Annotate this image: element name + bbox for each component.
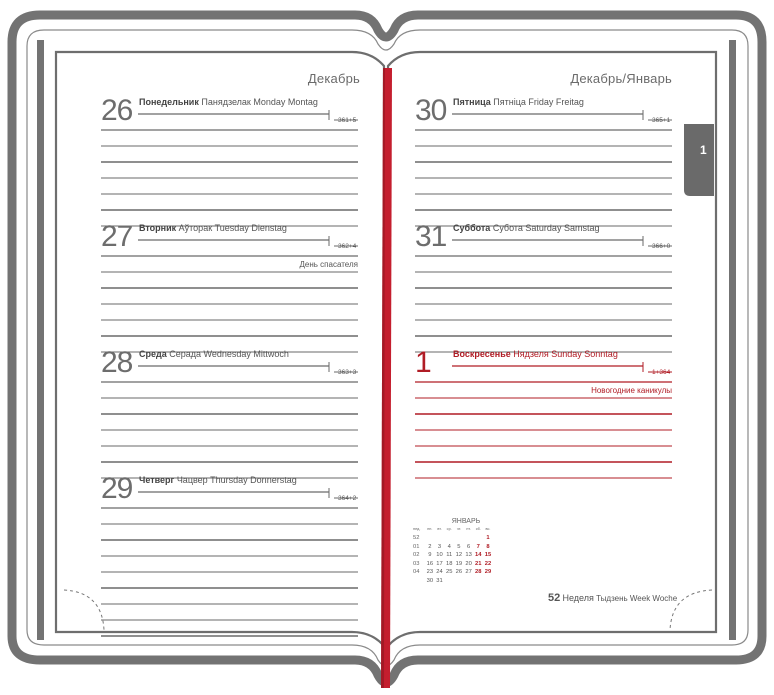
day-number: 1	[415, 346, 431, 379]
mini-calendar-day: 17	[436, 560, 443, 567]
mini-calendar-day: 31	[436, 577, 443, 584]
mini-calendar-day	[444, 577, 454, 586]
day-number: 31	[415, 220, 447, 253]
mini-calendar-day: 19	[455, 560, 463, 567]
mini-calendar-day: 25	[445, 569, 453, 575]
right-page-month-header: Декабрь/Январь	[570, 71, 672, 86]
day-name: Пятница Пятніца Friday Freitag	[453, 97, 584, 107]
mini-calendar-row	[413, 560, 493, 569]
mini-calendar-row	[413, 543, 493, 552]
mini-calendar	[413, 518, 493, 585]
day-number: 29	[101, 472, 133, 505]
mini-calendar-day	[435, 534, 445, 543]
day-of-year-count: 364+2	[338, 495, 357, 502]
mini-calendar-day: 1	[486, 535, 490, 541]
mini-calendar-day	[464, 534, 474, 543]
mini-calendar-day: 28	[475, 569, 482, 575]
mini-calendar-day	[444, 534, 454, 543]
day-number: 27	[101, 220, 133, 253]
day-number: 30	[415, 94, 447, 127]
mini-calendar-day: 4	[447, 543, 451, 550]
mini-calendar-row	[413, 577, 493, 586]
mini-calendar-row	[413, 534, 493, 543]
mini-calendar-title: ЯНВАРЬ	[451, 518, 481, 525]
mini-calendar-day: 18	[445, 560, 453, 567]
mini-calendar-week-number	[413, 577, 425, 586]
left-page-month-header: Декабрь	[307, 71, 360, 86]
mini-calendar-day: 29	[484, 569, 492, 575]
mini-calendar-day: 10	[436, 552, 443, 558]
mini-calendar-day	[473, 534, 483, 543]
day-name: Среда Серада Wednesday Mittwoch	[139, 349, 289, 359]
mini-calendar-day: 16	[426, 560, 434, 567]
mini-calendar-day: 26	[455, 569, 463, 575]
mini-calendar-day: 2	[428, 543, 432, 550]
day-name: Воскресенье Нядзеля Sunday Sonntag	[453, 349, 618, 359]
mini-calendar-day: 14	[475, 552, 482, 558]
mini-calendar-header: нед. пн. вт. ср. чт. пт. сб. вс.	[413, 527, 491, 531]
mini-calendar-day: 9	[428, 552, 432, 558]
month-tab-label[interactable]: 1	[700, 143, 707, 157]
month-tab	[684, 124, 714, 196]
mini-calendar-day: 8	[486, 543, 490, 550]
mini-calendar-week-number: 02	[413, 552, 420, 558]
day-number: 26	[101, 94, 133, 127]
day-of-year-count: 363+3	[338, 369, 357, 376]
mini-calendar-day: 23	[426, 569, 434, 575]
mini-calendar-row	[413, 551, 493, 560]
mini-calendar-day: 30	[426, 577, 434, 584]
mini-calendar-row	[413, 568, 493, 577]
mini-calendar-day: 15	[484, 552, 492, 558]
holiday-note: День спасателя	[299, 260, 358, 269]
mini-calendar-week-number: 03	[413, 560, 420, 567]
day-of-year-count: 365+1	[652, 117, 671, 124]
mini-calendar-week-number: 52	[413, 535, 420, 541]
mini-calendar-day: 5	[457, 543, 461, 550]
week-translations: Тыдзень Week Woche	[596, 594, 678, 603]
week-word: Неделя	[562, 593, 594, 603]
mini-calendar-day: 11	[446, 552, 453, 558]
mini-calendar-day: 12	[455, 552, 463, 558]
week-label	[548, 592, 677, 604]
day-name: Четверг Чацвер Thursday Donnerstag	[139, 475, 297, 485]
day-of-year-count: 366+0	[652, 243, 671, 250]
mini-calendar-day: 21	[475, 560, 482, 567]
mini-calendar-day	[454, 534, 464, 543]
mini-calendar-day: 13	[465, 552, 472, 558]
mini-calendar-day: 22	[484, 560, 492, 567]
day-of-year-count: 1+364	[652, 369, 671, 376]
mini-calendar-day: 27	[465, 569, 472, 575]
mini-calendar-day	[483, 577, 493, 586]
day-number: 28	[101, 346, 133, 379]
mini-calendar-day	[425, 534, 435, 543]
mini-calendar-day: 7	[476, 543, 480, 550]
mini-calendar-day: 20	[465, 560, 472, 567]
day-of-year-count: 362+4	[338, 243, 357, 250]
mini-calendar-day	[473, 577, 483, 586]
mini-calendar-day	[454, 577, 464, 586]
mini-calendar-week-number: 04	[413, 569, 420, 575]
day-of-year-count: 361+5	[338, 117, 357, 124]
mini-calendar-week-number: 01	[413, 543, 420, 550]
mini-calendar-day: 3	[437, 543, 442, 550]
day-name: Вторник Аўторак Tuesday Dienstag	[139, 223, 287, 233]
mini-calendar-day: 24	[436, 569, 443, 575]
mini-calendar-day: 6	[466, 543, 471, 550]
day-name: Суббота Субота Saturday Samstag	[453, 223, 600, 233]
holiday-note: Новогодние каникулы	[591, 386, 672, 395]
week-number: 52	[548, 592, 561, 604]
day-name: Понедельник Панядзелак Monday Montag	[139, 97, 318, 107]
mini-calendar-day	[464, 577, 474, 586]
